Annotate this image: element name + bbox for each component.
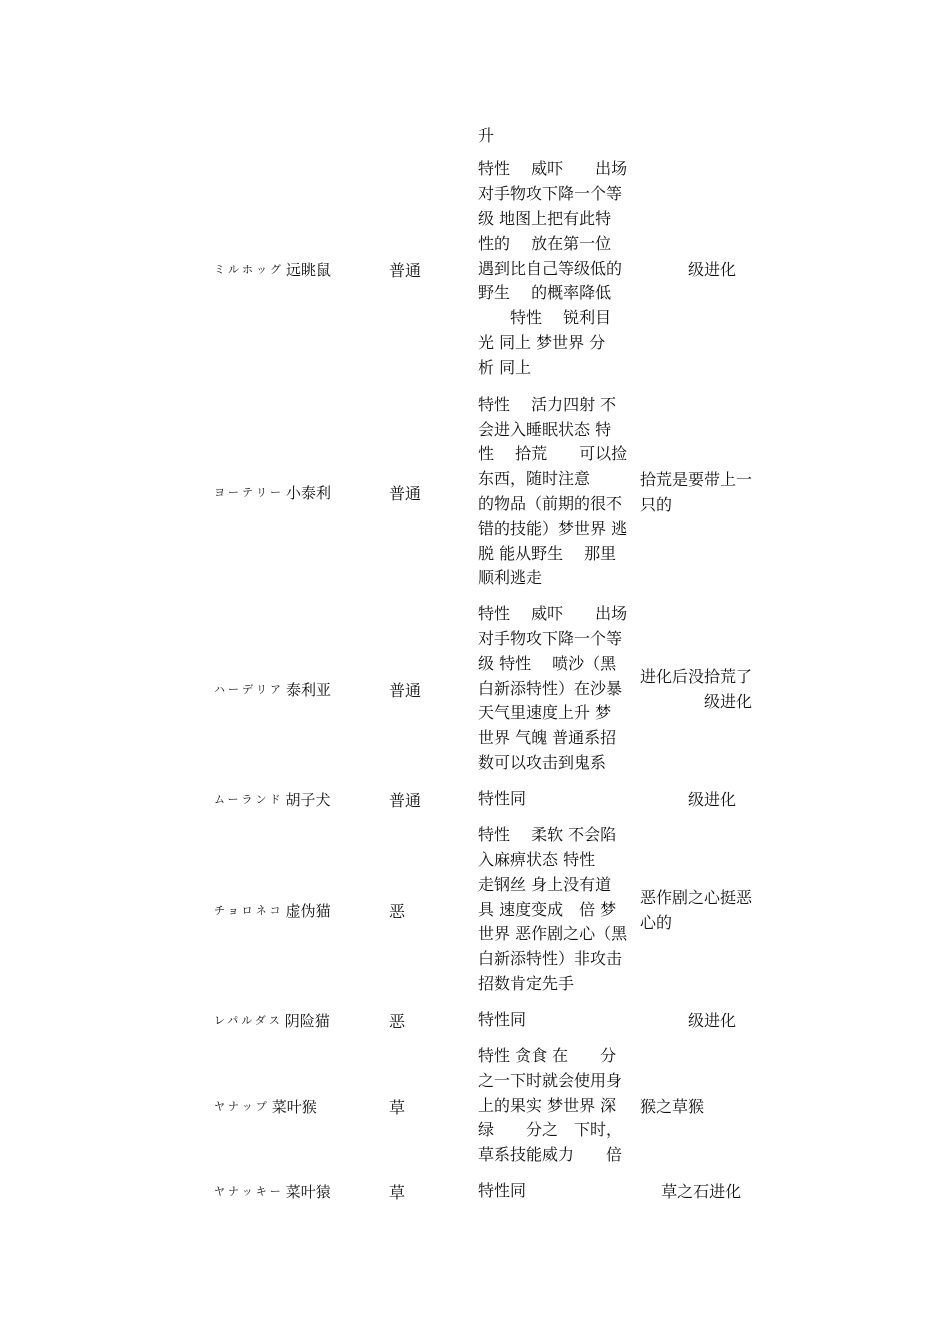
- pokemon-type: 普通: [389, 680, 422, 700]
- pokemon-name: [214, 1007, 374, 1033]
- pokemon-type: 普通: [389, 483, 422, 503]
- pokemon-name: [214, 1043, 374, 1169]
- ability-description: 特性同: [478, 1180, 527, 1200]
- pokemon-name: [214, 601, 374, 777]
- chinese-name: 远眺鼠: [286, 260, 332, 279]
- japanese-name: ハーデリア: [214, 683, 284, 696]
- evolution-note: 恶作剧之心挺恶 心的: [640, 888, 753, 932]
- japanese-name: レパルダス: [214, 1014, 283, 1027]
- japanese-name: ムーランド: [214, 793, 284, 806]
- pokemon-name: [214, 392, 374, 592]
- pokemon-type: 普通: [389, 260, 422, 280]
- table-row: [0, 392, 950, 592]
- table-row: [0, 601, 950, 777]
- japanese-name: ヤナッキー: [214, 1185, 284, 1198]
- chinese-name: 胡子犬: [285, 790, 331, 809]
- chinese-name: 泰利亚: [286, 680, 332, 699]
- table-row: [0, 157, 950, 381]
- table-row: [0, 1007, 950, 1033]
- japanese-name: ミルホッグ: [214, 263, 284, 276]
- pokemon-name: [214, 1178, 374, 1204]
- japanese-name: ヨーテリー: [214, 486, 284, 499]
- chinese-name: 阴险猫: [284, 1011, 330, 1030]
- ability-description: 特性同: [478, 1009, 527, 1029]
- continued-text-fragment: 升: [478, 126, 495, 145]
- ability-description: 特性 活力四射 不 会进入睡眠状态 特 性 拾荒 可以捡 东西，随时注意 的物品（前期的很不 错的技能）梦世界 逃 脱 能从野生 那里 顺利逃走: [478, 394, 628, 588]
- evolution-note: 猴之草猴: [640, 1096, 705, 1116]
- evolution-note: 进化后没拾荒了 级进化: [640, 667, 753, 711]
- pokemon-type: 草: [389, 1097, 406, 1117]
- evolution-note: 级进化: [640, 789, 737, 809]
- ability-description: 特性 威吓 出场 对手物攻下降一个等 级 地图上把有此特 性的 放在第一位 遇到比自己等级低的 野生 的概率降低 特性 锐利目 光 同上 梦世界 分 析 同上: [478, 159, 628, 377]
- chinese-name: 菜叶猴: [271, 1097, 317, 1116]
- pokemon-name: [214, 786, 374, 812]
- chinese-name: 小泰利: [286, 483, 332, 502]
- chinese-name: 虚伪猫: [285, 901, 331, 920]
- japanese-name: ヤナップ: [214, 1100, 270, 1113]
- pokemon-type: 普通: [389, 790, 422, 810]
- evolution-note: 拾荒是要带上一 只的: [640, 470, 753, 514]
- pokemon-type: 恶: [389, 901, 406, 921]
- ability-description: 特性 柔软 不会陷 入麻痹状态 特性 走钢丝 身上没有道 具 速度变成 倍 梦 世界 恶作剧之心（黑 白新添特性）非攻击 招数肯定先手: [478, 825, 628, 993]
- chinese-name: 菜叶猿: [285, 1182, 331, 1201]
- ability-description: 特性 威吓 出场 对手物攻下降一个等 级 特性 喷沙（黑 白新添特性）在沙暴 天气里速度上升 梦 世界 气魄 普通系招 数可以攻击到鬼系: [478, 604, 628, 772]
- evolution-note: 级进化: [640, 259, 737, 279]
- evolution-note: 级进化: [640, 1010, 737, 1030]
- pokemon-type: 草: [389, 1182, 406, 1202]
- ability-description: 特性同: [478, 788, 527, 808]
- evolution-note: 草之石进化: [640, 1181, 742, 1201]
- table-row: [0, 1178, 950, 1204]
- table-row: [0, 786, 950, 812]
- table-row: [0, 822, 950, 998]
- table-row: [0, 1043, 950, 1169]
- pokemon-name: [214, 822, 374, 998]
- ability-description: 特性 贪食 在 分 之一下时就会使用身 上的果实 梦世界 深 绿 分之 下时， 草系技能威力 倍: [478, 1046, 623, 1165]
- pokemon-type: 恶: [389, 1011, 406, 1031]
- japanese-name: チョロネコ: [214, 904, 284, 917]
- pokemon-name: [214, 157, 374, 381]
